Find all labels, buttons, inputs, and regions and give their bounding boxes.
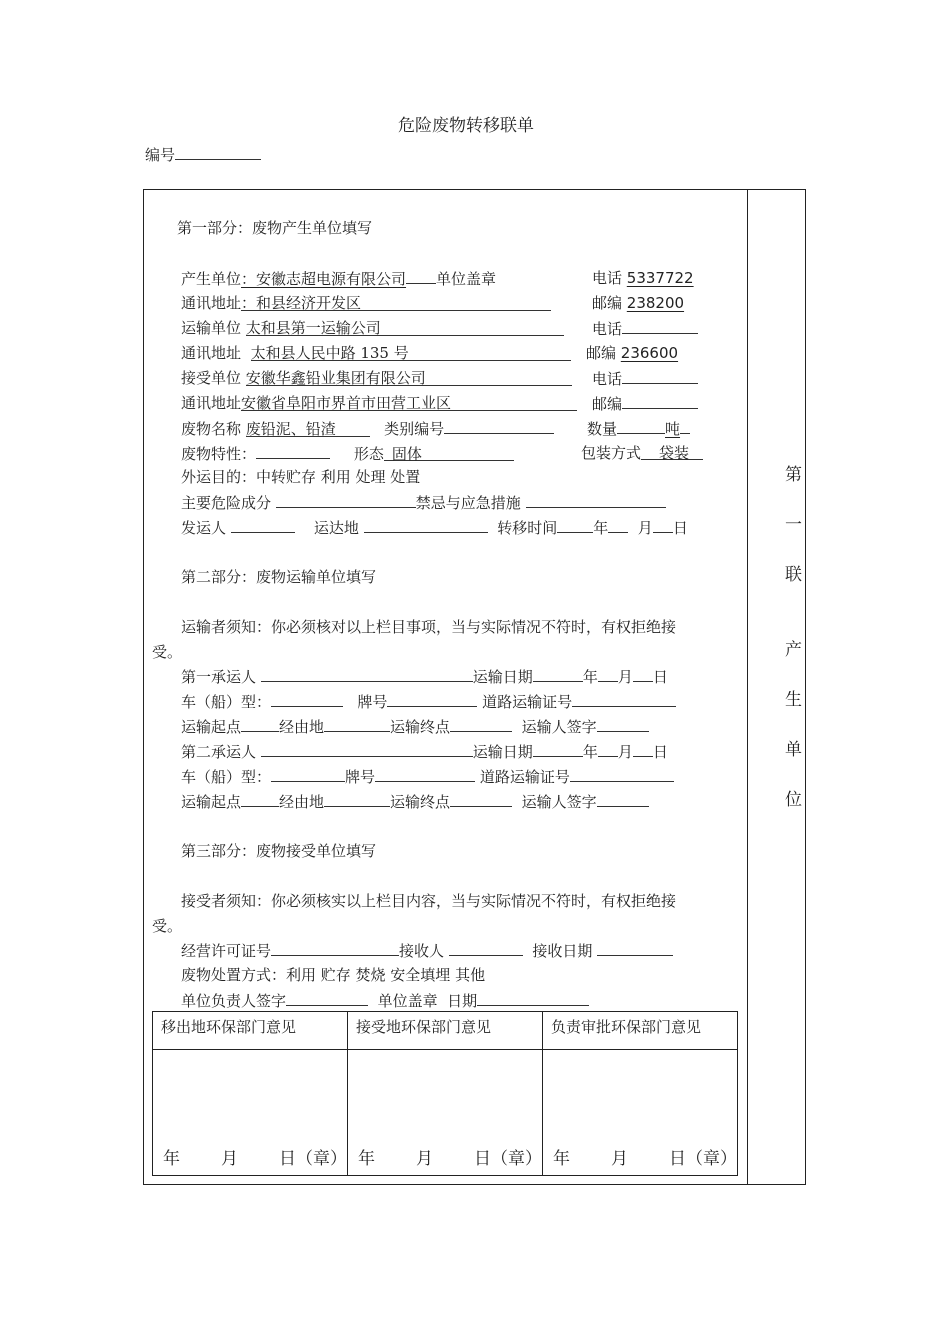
blank bbox=[286, 990, 368, 1006]
serial-label: 编号 bbox=[145, 146, 176, 164]
month-label: 月 bbox=[637, 519, 653, 537]
blank bbox=[533, 666, 583, 682]
side-label-char: 联 bbox=[785, 565, 802, 585]
zip-value: 236600 bbox=[620, 344, 679, 362]
measure-blank bbox=[526, 492, 666, 508]
blank bbox=[261, 741, 473, 757]
part3-heading: 第三部分：废物接受单位填写 bbox=[181, 842, 377, 860]
part3-notice-line2: 受。 bbox=[152, 917, 183, 935]
blank bbox=[271, 691, 343, 707]
transport-date-label: 运输日期 bbox=[472, 743, 533, 761]
waste-name-value: 废铅泥、铅渣 bbox=[246, 419, 370, 437]
zip-label: 邮编 bbox=[592, 395, 623, 413]
phone-label: 电话 bbox=[592, 320, 623, 338]
carrier-address-row bbox=[181, 343, 571, 363]
blank bbox=[261, 666, 473, 682]
blank bbox=[533, 741, 583, 757]
receiver-row bbox=[181, 368, 572, 388]
property-row bbox=[181, 443, 514, 464]
quantity-unit: 吨 bbox=[665, 420, 681, 438]
blank bbox=[597, 791, 649, 807]
blank bbox=[450, 716, 512, 732]
receiver-value: 安徽华鑫铅业集团有限公司 bbox=[246, 368, 572, 386]
part2-notice-line2: 受。 bbox=[152, 643, 183, 661]
vehicle-row-2 bbox=[181, 766, 674, 787]
blank bbox=[608, 517, 628, 533]
blank bbox=[598, 741, 618, 757]
receiver-person-label: 接收人 bbox=[399, 942, 445, 960]
blank bbox=[241, 716, 279, 732]
unit-seal-label: 单位盖章 bbox=[377, 992, 438, 1010]
cell-divider bbox=[347, 1049, 543, 1050]
blank bbox=[633, 666, 653, 682]
blank bbox=[680, 418, 690, 434]
blank bbox=[241, 791, 279, 807]
carrier-value: 太和县第一运输公司 bbox=[246, 318, 564, 336]
day-seal-label: 日（章） bbox=[279, 1149, 347, 1169]
blank bbox=[653, 517, 673, 533]
end-label: 运输终点 bbox=[390, 718, 451, 736]
phone-label: 电话 bbox=[592, 269, 623, 287]
shipper-label: 发运人 bbox=[181, 519, 227, 537]
year-label: 年 bbox=[358, 1149, 375, 1169]
zip-blank bbox=[622, 393, 698, 409]
producer-address-row bbox=[181, 293, 551, 313]
year-label: 年 bbox=[553, 1149, 570, 1169]
part3-notice-line1: 接受者须知：你必须核实以上栏目内容，当与实际情况不符时，有权拒绝接 bbox=[181, 892, 677, 910]
permit-label: 道路运输证号 bbox=[479, 768, 570, 786]
producer-row bbox=[181, 268, 496, 289]
year-label: 年 bbox=[593, 519, 609, 537]
quantity-field bbox=[587, 418, 690, 439]
package-label: 包装方式 bbox=[581, 444, 642, 462]
blank bbox=[633, 741, 653, 757]
opinion-table bbox=[152, 1011, 738, 1176]
blank bbox=[557, 517, 593, 533]
carrier-label: 运输单位 bbox=[181, 319, 242, 337]
carrier-row bbox=[181, 318, 564, 338]
blank bbox=[477, 990, 589, 1006]
category-blank bbox=[444, 418, 554, 434]
receiver-label: 接受单位 bbox=[181, 369, 242, 387]
day-seal-label: 日（章） bbox=[669, 1149, 737, 1169]
quantity-blank bbox=[617, 418, 665, 434]
part2-notice-line1: 运输者须知：你必须核对以上栏目事项，当与实际情况不符时，有权拒绝接 bbox=[181, 618, 677, 636]
carrier2-label: 第二承运人 bbox=[181, 743, 257, 761]
route-row-1 bbox=[181, 716, 649, 737]
phone-blank bbox=[622, 368, 698, 384]
disposal-row: 废物处置方式：利用 贮存 焚烧 安全填埋 其他 bbox=[181, 966, 486, 984]
blank bbox=[598, 666, 618, 682]
month-label: 月 bbox=[611, 1149, 628, 1169]
day-label: 日 bbox=[652, 743, 668, 761]
producer-zip bbox=[592, 293, 684, 313]
plate-label: 牌号 bbox=[345, 768, 376, 786]
month-label: 月 bbox=[617, 743, 633, 761]
side-label-char: 位 bbox=[785, 790, 802, 810]
plate-label: 牌号 bbox=[357, 693, 388, 711]
property-blank bbox=[256, 443, 330, 459]
page-title: 危险废物转移联单 bbox=[398, 116, 534, 136]
transfer-time-label: 转移时间 bbox=[497, 519, 558, 537]
via-label: 经由地 bbox=[279, 718, 325, 736]
license-row bbox=[181, 940, 673, 961]
year-label: 年 bbox=[163, 1149, 180, 1169]
carrier-phone bbox=[592, 318, 698, 339]
opinion-cell bbox=[543, 1012, 738, 1176]
purpose-row: 外运目的：中转贮存 利用 处理 处置 bbox=[181, 468, 421, 486]
phone-blank bbox=[622, 318, 698, 334]
month-label: 月 bbox=[617, 668, 633, 686]
part2-heading: 第二部分：废物运输单位填写 bbox=[181, 568, 377, 586]
part1-heading: 第一部分：废物产生单位填写 bbox=[177, 219, 373, 237]
category-label: 类别编号 bbox=[384, 420, 445, 438]
year-label: 年 bbox=[582, 743, 598, 761]
opinion-cell bbox=[153, 1012, 348, 1176]
vehicle-label: 车（船）型： bbox=[181, 693, 272, 711]
side-divider bbox=[747, 189, 748, 1185]
end-label: 运输终点 bbox=[390, 793, 451, 811]
producer-label: 产生单位 bbox=[181, 270, 242, 288]
serial-number-field bbox=[145, 144, 261, 165]
producer-phone bbox=[592, 268, 694, 288]
vehicle-row-1 bbox=[181, 691, 676, 712]
destination-label: 运达地 bbox=[313, 519, 359, 537]
sign-label: 运输人签字 bbox=[521, 718, 597, 736]
destination-blank bbox=[364, 517, 488, 533]
blank bbox=[597, 716, 649, 732]
receiver-address-value: 安徽省阜阳市界首市田营工业区 bbox=[241, 393, 577, 411]
property-label: 废物特性： bbox=[181, 445, 257, 463]
start-label: 运输起点 bbox=[181, 793, 242, 811]
blank bbox=[271, 940, 399, 956]
carrier-zip bbox=[586, 343, 678, 363]
zip-label: 邮编 bbox=[586, 344, 617, 362]
package-field bbox=[581, 443, 703, 463]
permit-label: 道路运输证号 bbox=[482, 693, 573, 711]
phone-value: 5337722 bbox=[626, 269, 694, 287]
receiver-phone bbox=[592, 368, 698, 389]
seal-label: 单位盖章 bbox=[436, 270, 497, 288]
side-label-char: 一 bbox=[785, 515, 802, 535]
form-label: 形态 bbox=[353, 445, 384, 463]
year-label: 年 bbox=[582, 668, 598, 686]
sign-label: 运输人签字 bbox=[521, 793, 597, 811]
address-label: 通讯地址 bbox=[181, 294, 242, 312]
blank bbox=[324, 716, 390, 732]
shipper-row bbox=[181, 517, 688, 538]
license-label: 经营许可证号 bbox=[181, 942, 272, 960]
carrier-address-value: 太和县人民中路 135 号 bbox=[251, 343, 571, 361]
blank bbox=[387, 691, 477, 707]
waste-name-label: 废物名称 bbox=[181, 420, 242, 438]
first-carrier-row bbox=[181, 666, 668, 687]
blank bbox=[449, 940, 523, 956]
blank bbox=[375, 766, 475, 782]
address-value: ：和县经济开发区 bbox=[241, 293, 551, 311]
via-label: 经由地 bbox=[279, 793, 325, 811]
form-value: 固体 bbox=[384, 444, 514, 461]
address-label: 通讯地址 bbox=[181, 344, 242, 362]
shipper-blank bbox=[231, 517, 295, 533]
hazard-row bbox=[181, 492, 666, 513]
head-sign-row bbox=[181, 990, 589, 1011]
day-label: 日 bbox=[672, 519, 688, 537]
address-label: 通讯地址 bbox=[181, 394, 242, 412]
zip-label: 邮编 bbox=[592, 294, 623, 312]
hazard-blank bbox=[276, 492, 416, 508]
day-seal-label: 日（章） bbox=[474, 1149, 542, 1169]
producer-value: ：安徽志超电源有限公司 bbox=[241, 270, 407, 288]
blank bbox=[597, 940, 673, 956]
side-label-char: 单 bbox=[785, 740, 802, 760]
blank bbox=[271, 766, 345, 782]
opinion-cell bbox=[348, 1012, 543, 1176]
side-label-char: 生 bbox=[785, 690, 802, 710]
route-row-2 bbox=[181, 791, 649, 812]
transport-date-label: 运输日期 bbox=[472, 668, 533, 686]
blank bbox=[570, 766, 674, 782]
serial-blank bbox=[175, 144, 261, 160]
package-value: 袋装 bbox=[641, 443, 703, 460]
measure-label: 禁忌与应急措施 bbox=[415, 494, 521, 512]
opinion-cell-header: 接受地环保部门意见 bbox=[356, 1018, 492, 1036]
date-label: 日期 bbox=[447, 992, 478, 1010]
receiver-zip bbox=[592, 393, 698, 414]
waste-name-row bbox=[181, 418, 554, 439]
opinion-cell-header: 负责审批环保部门意见 bbox=[551, 1018, 702, 1036]
blank bbox=[572, 691, 676, 707]
receiver-address-row bbox=[181, 393, 577, 413]
hazard-label: 主要危险成分 bbox=[181, 494, 272, 512]
receive-date-label: 接收日期 bbox=[532, 942, 593, 960]
side-label-char: 第 bbox=[785, 465, 802, 485]
opinion-cell-header: 移出地环保部门意见 bbox=[161, 1018, 297, 1036]
quantity-label: 数量 bbox=[587, 420, 618, 438]
day-label: 日 bbox=[652, 668, 668, 686]
carrier1-label: 第一承运人 bbox=[181, 668, 257, 686]
phone-label: 电话 bbox=[592, 370, 623, 388]
start-label: 运输起点 bbox=[181, 718, 242, 736]
cell-divider bbox=[542, 1049, 738, 1050]
side-label-char: 产 bbox=[785, 640, 802, 660]
blank bbox=[406, 268, 436, 284]
blank bbox=[450, 791, 512, 807]
head-sign-label: 单位负责人签字 bbox=[181, 992, 287, 1010]
month-label: 月 bbox=[221, 1149, 238, 1169]
month-label: 月 bbox=[416, 1149, 433, 1169]
vehicle-label: 车（船）型： bbox=[181, 768, 272, 786]
blank bbox=[324, 791, 390, 807]
zip-value: 238200 bbox=[626, 294, 685, 312]
second-carrier-row bbox=[181, 741, 668, 762]
cell-divider bbox=[152, 1049, 348, 1050]
